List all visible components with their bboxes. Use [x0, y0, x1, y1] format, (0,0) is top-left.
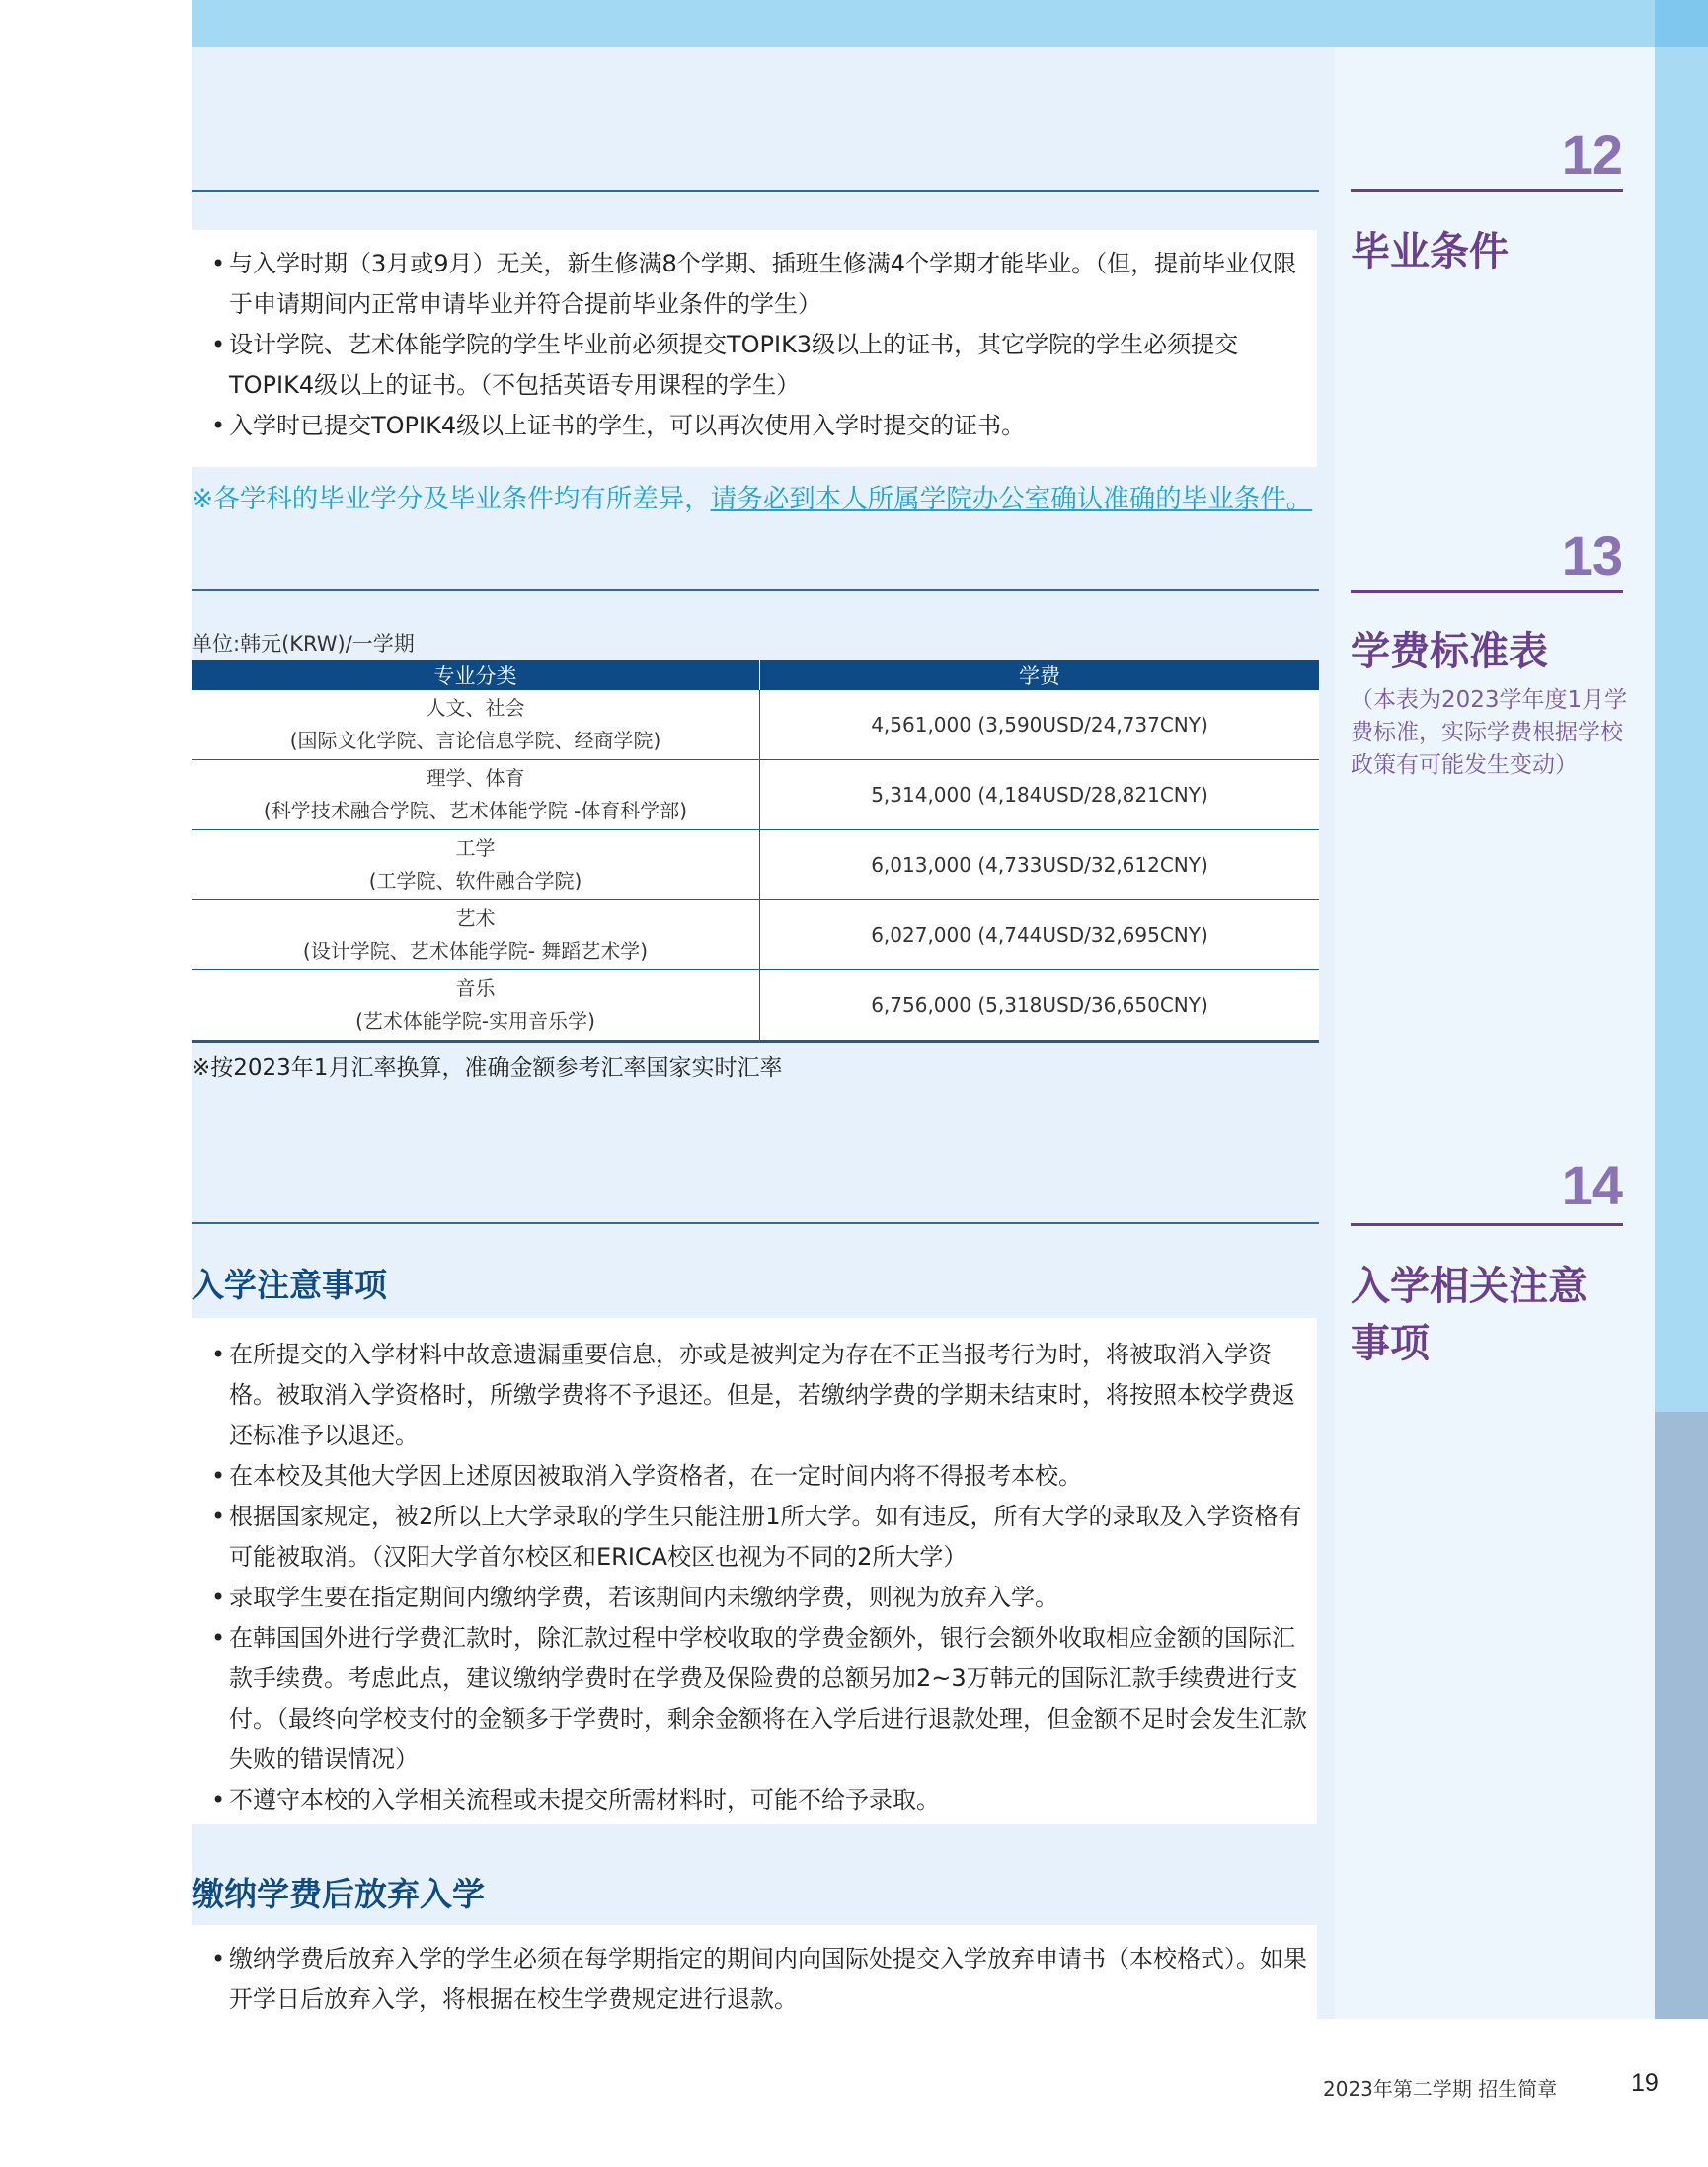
- tuition-unit-label: 单位:韩元(KRW)/一学期: [192, 632, 415, 656]
- section-14-title-line1: 入学相关注意: [1351, 1264, 1588, 1309]
- list-item: • 入学时已提交TOPIK4级以上证书的学生，可以再次使用入学时提交的证书。: [192, 406, 1317, 446]
- footer-title: 2023年第二学期 招生简章: [1323, 2077, 1558, 2101]
- section-12-divider: [192, 190, 1319, 192]
- edge-strip-top: [1655, 0, 1708, 47]
- withdrawal-heading: 缴纳学费后放弃入学: [192, 1875, 485, 1913]
- list-item: • 在韩国国外进行学费汇款时，除汇款过程中学校收取的学费金额外，银行会额外收取相应金额的国际汇款手续费。考虑此点，建议缴纳学费时在学费及保险费的总额另加2~3万韩元的国际汇款手续费进行支付。（最终向学校支付的金额多于学费时，剩余金额将在入学后进行退款处理，但金额不足时会发生汇款失败的错误情况）: [192, 1618, 1317, 1780]
- page-number: 19: [1631, 2069, 1659, 2097]
- list-item: • 设计学院、艺术体能学院的学生毕业前必须提交TOPIK3级以上的证书，其它学院的学生必须提交TOPIK4级以上的证书。（不包括英语专用课程的学生）: [192, 325, 1317, 406]
- table-header-fee: 学费: [760, 660, 1320, 690]
- table-row: [192, 830, 1319, 900]
- category-name: 音乐: [455, 976, 496, 1000]
- admission-notes-heading: 入学注意事项: [192, 1266, 387, 1304]
- table-row: [192, 760, 1319, 830]
- list-item: • 不遵守本校的入学相关流程或未提交所需材料时，可能不给予录取。: [192, 1780, 1317, 1820]
- category-name: 艺术: [455, 906, 496, 930]
- fee-cell: 5,314,000 (4,184USD/28,821CNY): [760, 760, 1320, 830]
- table-row: [192, 900, 1319, 970]
- list-item: • 缴纳学费后放弃入学的学生必须在每学期指定的期间内向国际处提交入学放弃申请书（本校格式）。如果开学日后放弃入学，将根据在校生学费规定进行退款。: [192, 1939, 1317, 2020]
- section-13-rule: [1351, 590, 1623, 593]
- section-12-title: 毕业条件: [1351, 229, 1509, 274]
- category-colleges: (工学院、软件融合学院): [368, 869, 582, 892]
- section-14-number: 14: [1561, 1154, 1623, 1216]
- graduation-note: [192, 477, 1312, 515]
- exchange-rate-note: ※按2023年1月汇率换算，准确金额参考汇率国家实时汇率: [192, 1055, 783, 1081]
- graduation-note-link[interactable]: 请务必到本人所属学院办公室确认准确的毕业条件。: [710, 484, 1313, 514]
- section-13-side-note: （本表为2023学年度1月学费标准，实际学费根据学校政策有可能发生变动）: [1351, 687, 1628, 778]
- edge-strip-dark: [1655, 1412, 1708, 2019]
- category-colleges: (科学技术融合学院、艺术体能学院 -体育科学部): [263, 799, 688, 822]
- graduation-requirements-box: [192, 230, 1317, 467]
- withdrawal-box: [192, 1925, 1317, 2038]
- list-item: • 根据国家规定，被2所以上大学录取的学生只能注册1所大学。如有违反，所有大学的录取及入学资格有可能被取消。（汉阳大学首尔校区和ERICA校区也视为不同的2所大学）: [192, 1497, 1317, 1578]
- section-14-title-line2: 事项: [1351, 1321, 1430, 1366]
- fee-cell: 6,756,000 (5,318USD/36,650CNY): [760, 970, 1320, 1042]
- category-cell: [192, 970, 760, 1042]
- category-cell: [192, 690, 760, 760]
- category-name: 人文、社会: [426, 696, 525, 720]
- category-cell: [192, 900, 760, 970]
- top-banner: [192, 0, 1655, 47]
- graduation-note-text: ※各学科的毕业学分及毕业条件均有所差异，: [192, 484, 711, 514]
- category-colleges: (艺术体能学院-实用音乐学): [355, 1009, 595, 1033]
- section-13-number: 13: [1561, 524, 1623, 586]
- table-header-category: 专业分类: [192, 660, 760, 690]
- section-13-divider: [192, 589, 1319, 591]
- table-row: [192, 970, 1319, 1042]
- list-item: • 在本校及其他大学因上述原因被取消入学资格者，在一定时间内将不得报考本校。: [192, 1456, 1317, 1497]
- fee-cell: 6,013,000 (4,733USD/32,612CNY): [760, 830, 1320, 900]
- fee-cell: 6,027,000 (4,744USD/32,695CNY): [760, 900, 1320, 970]
- fee-cell: 4,561,000 (3,590USD/24,737CNY): [760, 690, 1320, 760]
- tuition-table: [192, 660, 1319, 1043]
- category-name: 理学、体育: [426, 766, 525, 790]
- table-row: [192, 690, 1319, 760]
- category-cell: [192, 760, 760, 830]
- category-name: 工学: [455, 836, 496, 860]
- section-14-title: [1351, 1258, 1647, 1372]
- section-14-rule: [1351, 1223, 1623, 1226]
- category-colleges: (国际文化学院、言论信息学院、经商学院): [289, 729, 661, 752]
- admission-notes-box: [192, 1318, 1317, 1824]
- list-item: • 在所提交的入学材料中故意遗漏重要信息，亦或是被判定为存在不正当报考行为时，将被取消入学资格。被取消入学资格时，所缴学费将不予退还。但是，若缴纳学费的学期未结束时，将按照本校学费返还标准予以退还。: [192, 1335, 1317, 1456]
- section-13-title: 学费标准表: [1351, 629, 1548, 674]
- section-12-rule: [1351, 189, 1623, 192]
- category-colleges: (设计学院、艺术体能学院- 舞蹈艺术学): [302, 939, 649, 963]
- section-14-divider: [192, 1222, 1319, 1224]
- list-item: • 与入学时期（3月或9月）无关，新生修满8个学期、插班生修满4个学期才能毕业。（但，提前毕业仅限于申请期间内正常申请毕业并符合提前毕业条件的学生）: [192, 244, 1317, 325]
- list-item: • 录取学生要在指定期间内缴纳学费，若该期间内未缴纳学费，则视为放弃入学。: [192, 1578, 1317, 1618]
- sidebar-background: [1335, 47, 1655, 2019]
- category-cell: [192, 830, 760, 900]
- section-12-number: 12: [1561, 123, 1623, 186]
